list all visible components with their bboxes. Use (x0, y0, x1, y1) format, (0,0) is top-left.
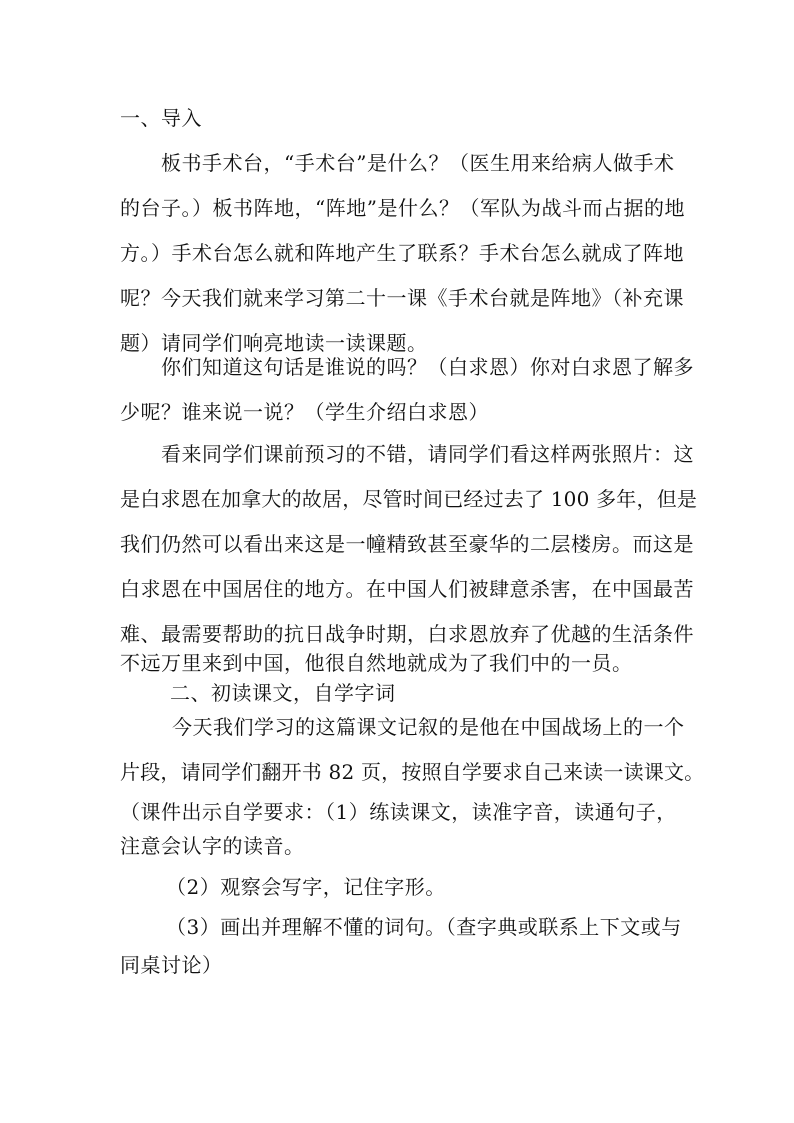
paragraph-line: （课件出示自学要求：（1）练读课文，读准字音，读通句子， (120, 800, 677, 824)
paragraph-line: 少呢？谁来说一说？（学生介绍白求恩） (120, 400, 489, 424)
study-requirement-3: （3）画出并理解不懂的词句。（查字典或联系上下文或与 (166, 915, 682, 939)
paragraph-line: 板书手术台，“手术台”是什么？（医生用来给病人做手术 (161, 151, 675, 175)
paragraph-line: 不远万里来到中国，他很自然地就成为了我们中的一员。 (120, 651, 633, 675)
paragraph-line: 方。）手术台怎么就和阵地产生了联系？手术台怎么就成了阵地 (120, 241, 684, 265)
paragraph-line: 难、最需要帮助的抗日战争时期，白求恩放弃了优越的生活条件 (120, 622, 694, 646)
paragraph-line: 同桌讨论） (120, 953, 223, 977)
paragraph-line: 的台子。）板书阵地，“阵地”是什么？（军队为战斗而占据的地 (120, 196, 685, 220)
paragraph-line: 片段，请同学们翻开书 82 页，按照自学要求自己来读一读课文。 (120, 760, 705, 784)
paragraph-line: 今天我们学习的这篇课文记叙的是他在中国战场上的一个 (172, 715, 685, 739)
paragraph-line: 注意会认字的读音。 (120, 834, 305, 858)
paragraph-line: 看来同学们课前预习的不错，请同学们看这样两张照片：这 (161, 442, 694, 466)
paragraph-line: 白求恩在中国居住的地方。在中国人们被肆意杀害，在中国最苦 (120, 577, 694, 601)
paragraph-line: 你们知道这句话是谁说的吗？（白求恩）你对白求恩了解多 (161, 355, 694, 379)
paragraph-line: 我们仍然可以看出来这是一幢精致甚至豪华的二层楼房。而这是 (120, 532, 694, 556)
section2-heading: 二、初读课文，自学字词 (170, 681, 396, 705)
paragraph-line: 呢？今天我们就来学习第二十一课《手术台就是阵地》（补充课 (120, 286, 684, 310)
study-requirement-2: （2）观察会写字，记住字形。 (166, 875, 446, 899)
paragraph-line: 是白求恩在加拿大的故居，尽管时间已经过去了 100 多年，但是 (120, 487, 698, 511)
section1-heading: 一、导入 (120, 106, 202, 130)
paragraph-line: 题）请同学们响亮地读一读课题。 (120, 331, 428, 355)
